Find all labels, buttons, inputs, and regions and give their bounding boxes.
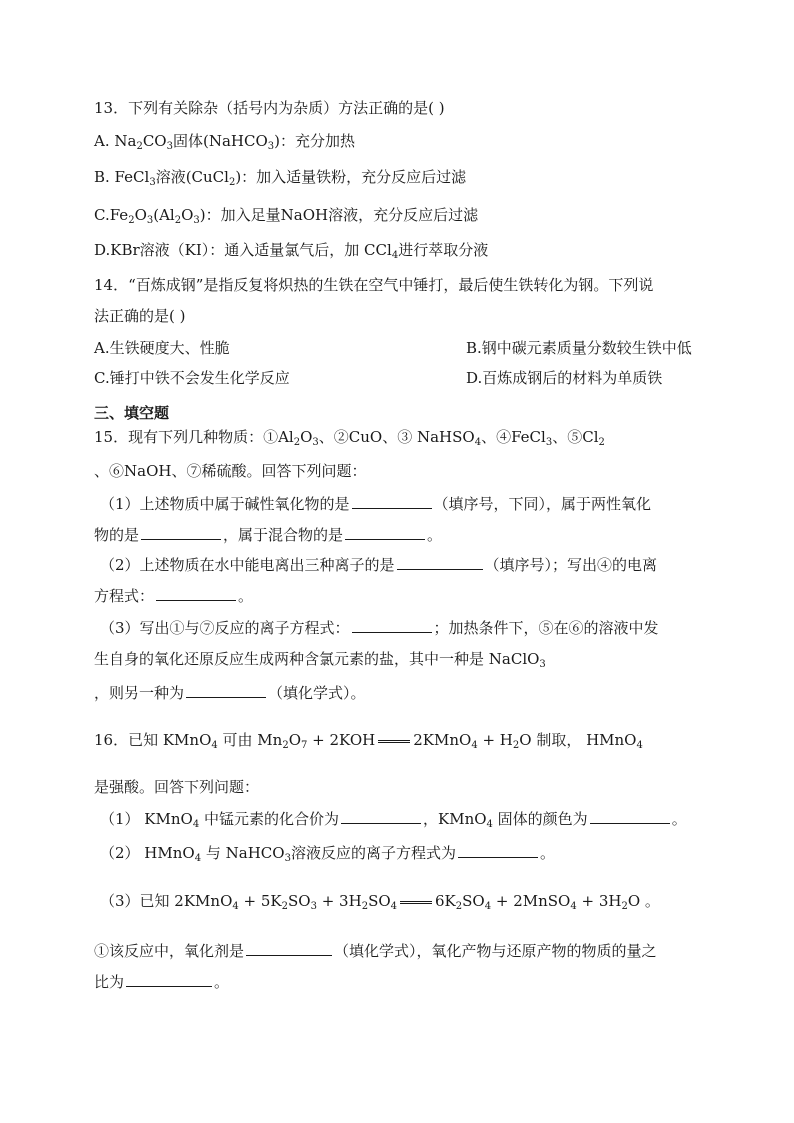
q16-stem-line1: 16．已知 KMnO$_4$ 可由 $Mn_2O_7 + 2KOH$ 2KMnO$_4$ + $H_2O$ 制取， HMnO$_4$ xyxy=(94,731,643,751)
q13-option-d: D.KBr溶液（KI）：通入适量氯气后，加 CCl$_4$进行萃取分液 xyxy=(94,241,489,261)
q13-option-c: $C.Fe_2O_3(Al_2O_3)$：加入足量NaOH溶液，充分反应后过滤 xyxy=(94,206,479,226)
q14-option-b: B.钢中碳元素质量分数较生铁中低 xyxy=(466,339,692,357)
q13-option-a: A. $Na_2CO_3$固体(NaHCO$_3$)：充分加热 xyxy=(94,132,355,152)
q15-stem-line1: 15．现有下列几种物质：$①Al_2O_3$、②CuO、③ NaHSO$_4$、④FeCl$_3$、$⑤Cl_2$ xyxy=(94,428,605,448)
q14-stem-line1: 14．“百炼成钢”是指反复将炽热的生铁在空气中锤打，最后使生铁转化为钢。下列说 xyxy=(94,276,654,294)
q14-stem-line2: 法正确的是( ) xyxy=(94,307,186,325)
q15-part1-line1: （1）上述物质中属于碱性氧化物的是 （填序号，下同），属于两性氧化 xyxy=(100,495,652,513)
q16-part3: （3）已知 2KMnO$_4$ + $5K_2SO_3 + 3H_2SO_4$ $6K_2SO_4$ + 2MnSO$_4$ + $3H_2O$ 。 xyxy=(100,892,660,912)
q16-stem-line2: 是强酸。回答下列问题： xyxy=(94,778,260,796)
q15-part2-line2: 方程式： 。 xyxy=(94,587,254,605)
answer-blank[interactable] xyxy=(186,683,266,698)
answer-blank[interactable] xyxy=(352,494,432,509)
q14-option-c: C.锤打中铁不会发生化学反应 xyxy=(94,369,290,387)
q15-part3-line3: ，则另一种为 （填化学式）。 xyxy=(94,684,366,702)
answer-blank[interactable] xyxy=(246,941,332,956)
q16-part2: （2） HMnO$_4$ 与 NaHCO$_3$溶液反应的离子方程式为 。 xyxy=(100,844,555,864)
q15-stem-line2: 、⑥NaOH、⑦稀硫酸。回答下列问题： xyxy=(94,462,367,480)
answer-blank[interactable] xyxy=(341,809,421,824)
answer-blank[interactable] xyxy=(156,586,236,601)
q15-part3-line2: 生自身的氧化还原反应生成两种含氯元素的盐，其中一种是 NaClO$_3$ xyxy=(94,650,546,670)
q13-stem: 13．下列有关除杂（括号内为杂质）方法正确的是( ) xyxy=(94,99,445,117)
answer-blank[interactable] xyxy=(126,972,212,987)
q15-part3-line1: （3）写出①与⑦反应的离子方程式： ；加热条件下，⑤在⑥的溶液中发 xyxy=(100,619,659,637)
equation-equals-sign xyxy=(400,901,432,904)
answer-blank[interactable] xyxy=(458,843,538,858)
answer-blank[interactable] xyxy=(141,525,221,540)
answer-blank[interactable] xyxy=(345,525,425,540)
q16-part1: （1） KMnO$_4$ 中锰元素的化合价为 ，KMnO$_4$ 固体的颜色为 。 xyxy=(100,810,687,830)
q15-part1-line2: 物的是 ，属于混合物的是 。 xyxy=(94,526,443,544)
answer-blank[interactable] xyxy=(590,809,670,824)
q14-option-a: A.生铁硬度大、性脆 xyxy=(94,339,230,357)
q15-part2-line1: （2）上述物质在水中能电离出三种离子的是 （填序号）；写出④的电离 xyxy=(100,556,658,574)
answer-blank[interactable] xyxy=(397,555,483,570)
q14-option-d: D.百炼成钢后的材料为单质铁 xyxy=(466,369,663,387)
equation-equals-sign xyxy=(378,740,410,743)
q13-option-b: B. FeCl$_3$溶液(CuCl$_2$)：加入适量铁粉，充分反应后过滤 xyxy=(94,168,467,188)
answer-blank[interactable] xyxy=(352,618,432,633)
q14-options-row2 xyxy=(94,368,663,388)
q16-sub1-line1: ①该反应中，氧化剂是 （填化学式），氧化产物与还原产物的物质的量之 xyxy=(94,942,657,960)
q14-options-row1 xyxy=(94,338,692,358)
section-heading: 三、填空题 xyxy=(94,404,170,422)
q16-sub1-line2: 比为 。 xyxy=(94,973,230,991)
